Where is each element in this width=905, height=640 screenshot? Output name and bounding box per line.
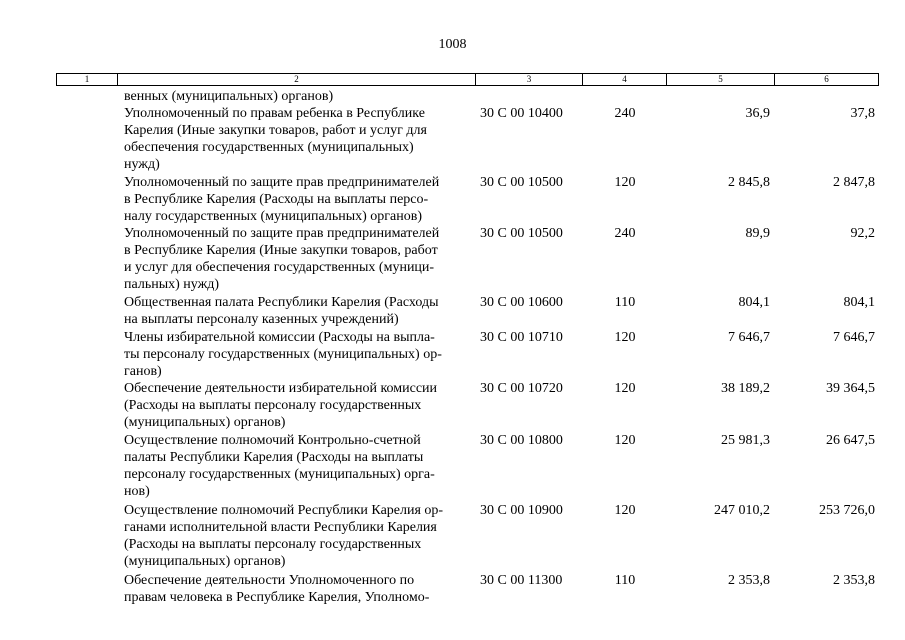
page-number: 1008: [438, 37, 467, 52]
description-line: Обеспечение деятельности Уполномоченного по: [124, 573, 415, 588]
description-line: ганов): [124, 364, 162, 379]
table-row-description: [124, 572, 474, 606]
description-line: Общественная палата Республики Карелия (Расходы: [124, 295, 439, 310]
expense-type: 120: [614, 503, 636, 518]
description-line: ганами исполнительной власти Республики Карелия: [124, 520, 437, 535]
amount-col-6: 39 364,5: [826, 381, 875, 396]
description-line: персоналу государственных (муниципальных) орга-: [124, 467, 435, 482]
amount-col-5: 2 845,8: [728, 175, 770, 190]
target-code: 30 С 00 11300: [480, 573, 563, 588]
amount-col-6: 26 647,5: [826, 433, 875, 448]
expense-type: 240: [614, 106, 636, 121]
target-code: 30 С 00 10720: [480, 381, 563, 396]
expense-type: 120: [614, 175, 636, 190]
target-code: 30 С 00 10900: [480, 503, 563, 518]
continuation-text: венных (муниципальных) органов): [124, 89, 334, 104]
amount-col-5: 247 010,2: [714, 503, 770, 518]
expense-type: 110: [614, 295, 636, 310]
header-col-3: 3: [475, 74, 582, 85]
target-code: 30 С 00 10600: [480, 295, 563, 310]
amount-col-5: 2 353,8: [728, 573, 770, 588]
description-line: Обеспечение деятельности избирательной комиссии: [124, 381, 438, 396]
expense-type: 120: [614, 381, 636, 396]
description-line: правам человека в Республике Карелия, Уполномо-: [124, 590, 430, 605]
amount-col-6: 7 646,7: [833, 330, 875, 345]
target-code: 30 С 00 10400: [480, 106, 563, 121]
table-row-description: [124, 105, 474, 173]
amount-col-5: 25 981,3: [721, 433, 770, 448]
table-row-description: [124, 225, 474, 293]
expense-type: 120: [614, 330, 636, 345]
table-row-description: [124, 380, 474, 431]
amount-col-6: 253 726,0: [819, 503, 875, 518]
amount-col-6: 2 847,8: [833, 175, 875, 190]
amount-col-6: 2 353,8: [833, 573, 875, 588]
table-row-description: [124, 432, 474, 500]
description-line: (муниципальных) органов): [124, 415, 286, 430]
amount-col-5: 38 189,2: [721, 381, 770, 396]
table-row-description: [124, 502, 474, 570]
target-code: 30 С 00 10710: [480, 330, 563, 345]
description-line: нужд): [124, 157, 160, 172]
description-line: пальных) нужд): [124, 277, 220, 292]
expense-type: 120: [614, 433, 636, 448]
amount-col-5: 89,9: [745, 226, 770, 241]
header-col-5: 5: [666, 74, 774, 85]
description-line: и услуг для обеспечения государственных (муници-: [124, 260, 435, 275]
description-line: Осуществление полномочий Республики Карелия ор-: [124, 503, 444, 518]
description-line: ты персоналу государственных (муниципальных) ор-: [124, 347, 442, 362]
amount-col-5: 36,9: [745, 106, 770, 121]
description-line: на выплаты персоналу казенных учреждений): [124, 312, 399, 327]
header-col-2: 2: [117, 74, 475, 85]
target-code: 30 С 00 10800: [480, 433, 563, 448]
header-col-4: 4: [582, 74, 666, 85]
amount-col-5: 7 646,7: [728, 330, 770, 345]
table-row-description: [124, 174, 474, 225]
amount-col-6: 804,1: [843, 295, 875, 310]
description-line: (Расходы на выплаты персоналу государственных: [124, 537, 422, 552]
table-row-description: [124, 329, 474, 380]
description-line: нов): [124, 484, 150, 499]
description-line: налу государственных (муниципальных) органов): [124, 209, 422, 224]
description-line: Уполномоченный по защите прав предпринимателей: [124, 175, 440, 190]
target-code: 30 С 00 10500: [480, 226, 563, 241]
description-line: Члены избирательной комиссии (Расходы на выпла-: [124, 330, 435, 345]
description-line: Уполномоченный по правам ребенка в Республике: [124, 106, 425, 121]
target-code: 30 С 00 10500: [480, 175, 563, 190]
amount-col-6: 37,8: [850, 106, 875, 121]
description-line: в Республике Карелия (Расходы на выплаты персо-: [124, 192, 429, 207]
header-col-1: 1: [84, 74, 90, 84]
amount-col-5: 804,1: [738, 295, 770, 310]
header-col-6: 6: [774, 74, 878, 85]
table-header-row: [56, 73, 879, 86]
description-line: Осуществление полномочий Контрольно-счетной: [124, 433, 421, 448]
expense-type: 110: [614, 573, 636, 588]
description-line: обеспечения государственных (муниципальных): [124, 140, 414, 155]
description-line: в Республике Карелия (Иные закупки товаров, работ: [124, 243, 438, 258]
expense-type: 240: [614, 226, 636, 241]
description-line: (муниципальных) органов): [124, 554, 286, 569]
table-row-description: [124, 294, 474, 328]
description-line: палаты Республики Карелия (Расходы на выплаты: [124, 450, 424, 465]
description-line: (Расходы на выплаты персоналу государственных: [124, 398, 422, 413]
description-line: Уполномоченный по защите прав предпринимателей: [124, 226, 440, 241]
description-line: Карелия (Иные закупки товаров, работ и услуг для: [124, 123, 427, 138]
amount-col-6: 92,2: [850, 226, 875, 241]
